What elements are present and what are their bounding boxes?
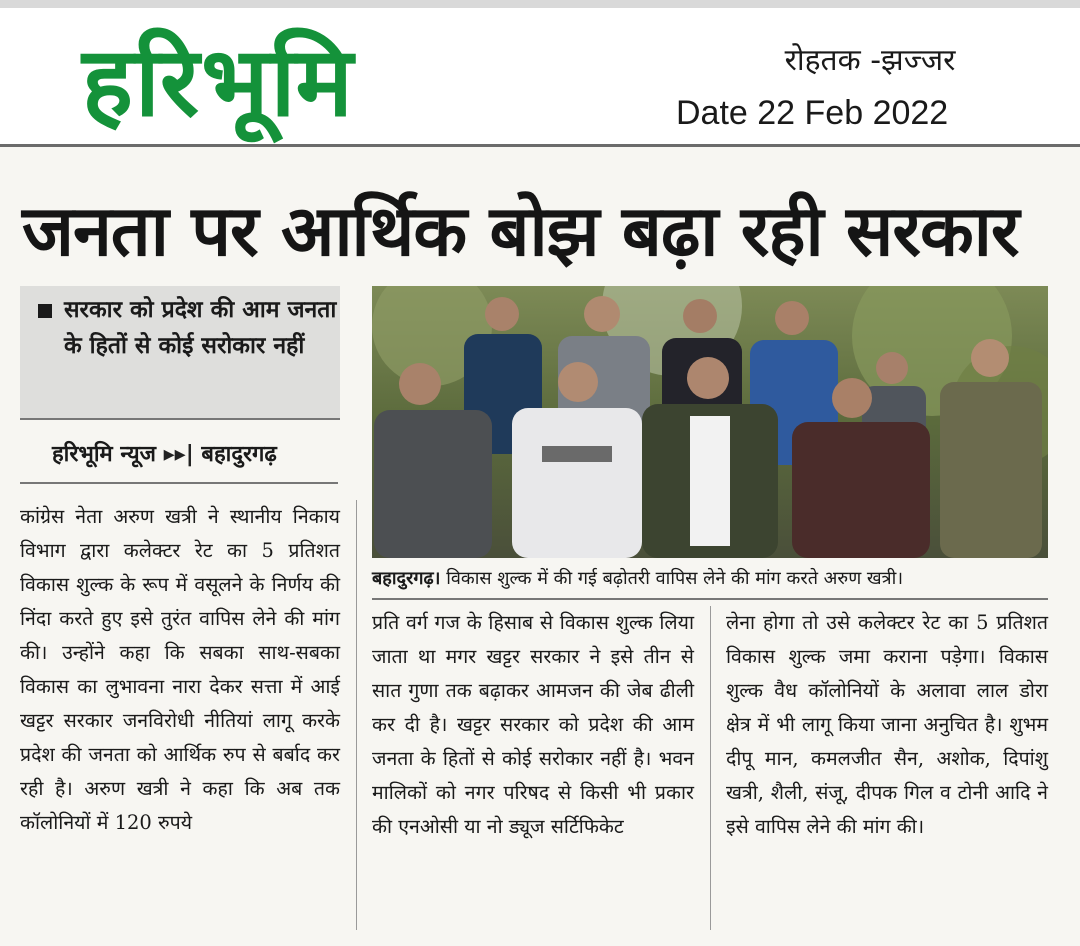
byline-arrows-icon: ▸▸| xyxy=(163,442,194,467)
newspaper-logo: हरिभूमि xyxy=(82,26,355,138)
highlight-rule xyxy=(20,418,340,420)
photo-caption xyxy=(372,564,1052,594)
byline-rule xyxy=(20,482,338,484)
top-strip xyxy=(0,0,1080,8)
article-headline: जनता पर आर्थिक बोझ बढ़ा रही सरकार xyxy=(22,190,1019,272)
column-divider xyxy=(356,500,357,930)
column-divider xyxy=(710,606,711,930)
masthead xyxy=(0,8,1080,144)
byline-source: हरिभूमि न्यूज xyxy=(52,442,156,467)
byline xyxy=(52,438,342,468)
article-column-3: लेना होगा तो उसे कलेक्टर रेट का 5 प्रतिशत विकास शुल्क जमा कराना पड़ेगा। विकास शुल्क वैध कॉलोनियों के अलावा लाल डोरा क्षेत्र में भी लागू किया जाना अनुचित है। शुभम दीपू मान, कमलजीत सैन, अशोक, दिपांशु खत्री, शैली, संजू, दीपक गिल व टोनी आदि ने इसे वापिस लेने की मांग की। xyxy=(726,611,1048,838)
caption-place: बहादुरगढ़। xyxy=(372,568,441,589)
group-photo-image xyxy=(372,286,1048,558)
square-bullet-icon xyxy=(38,304,52,318)
publication-date: Date 22 Feb 2022 xyxy=(676,94,949,132)
masthead-rule xyxy=(0,144,1080,147)
article-column-1: कांग्रेस नेता अरुण खत्री ने स्थानीय निकाय विभाग द्वारा कलेक्टर रेट का 5 प्रतिशत विकास शुल्क के रूप में वसूलने के निर्णय की निंदा करते हुए इसे तुरंत वापिस लेने की मांग की। उन्होंने कहा कि सबका साथ-सबका विकास का लुभावना नारा देकर सत्ता में आई खट्टर सरकार जनविरोधी नीतियां लागू करके प्रदेश की जनता को आर्थिक रुप से बर्बाद कर रही है। अरुण खत्री ने कहा कि अब तक कॉलोनियों में 120 रुपये xyxy=(20,505,340,834)
article-column-2: प्रति वर्ग गज के हिसाब से विकास शुल्क लिया जाता था मगर खट्टर सरकार ने इसे तीन से सात गुणा तक बढ़ाकर आमजन की जेब ढीली कर दी है। खट्टर सरकार को प्रदेश की आम जनता के हितों से कोई सरोकार नहीं है। भवन मालिकों को नगर परिषद से किसी भी प्रकार की एनओसी या नो ड्यूज सर्टिफिकेट xyxy=(372,611,694,838)
caption-text: विकास शुल्क में की गई बढ़ोतरी वापिस लेने की मांग करते अरुण खत्री। xyxy=(446,568,904,589)
edition-name: रोहतक -झज्जर xyxy=(784,43,956,78)
caption-rule xyxy=(372,598,1048,600)
highlight-box xyxy=(20,286,340,420)
news-photo xyxy=(372,286,1048,558)
byline-place: बहादुरगढ़ xyxy=(201,442,277,467)
highlight-text: सरकार को प्रदेश की आम जनता के हितों से कोई सरोकार नहीं xyxy=(64,297,337,359)
